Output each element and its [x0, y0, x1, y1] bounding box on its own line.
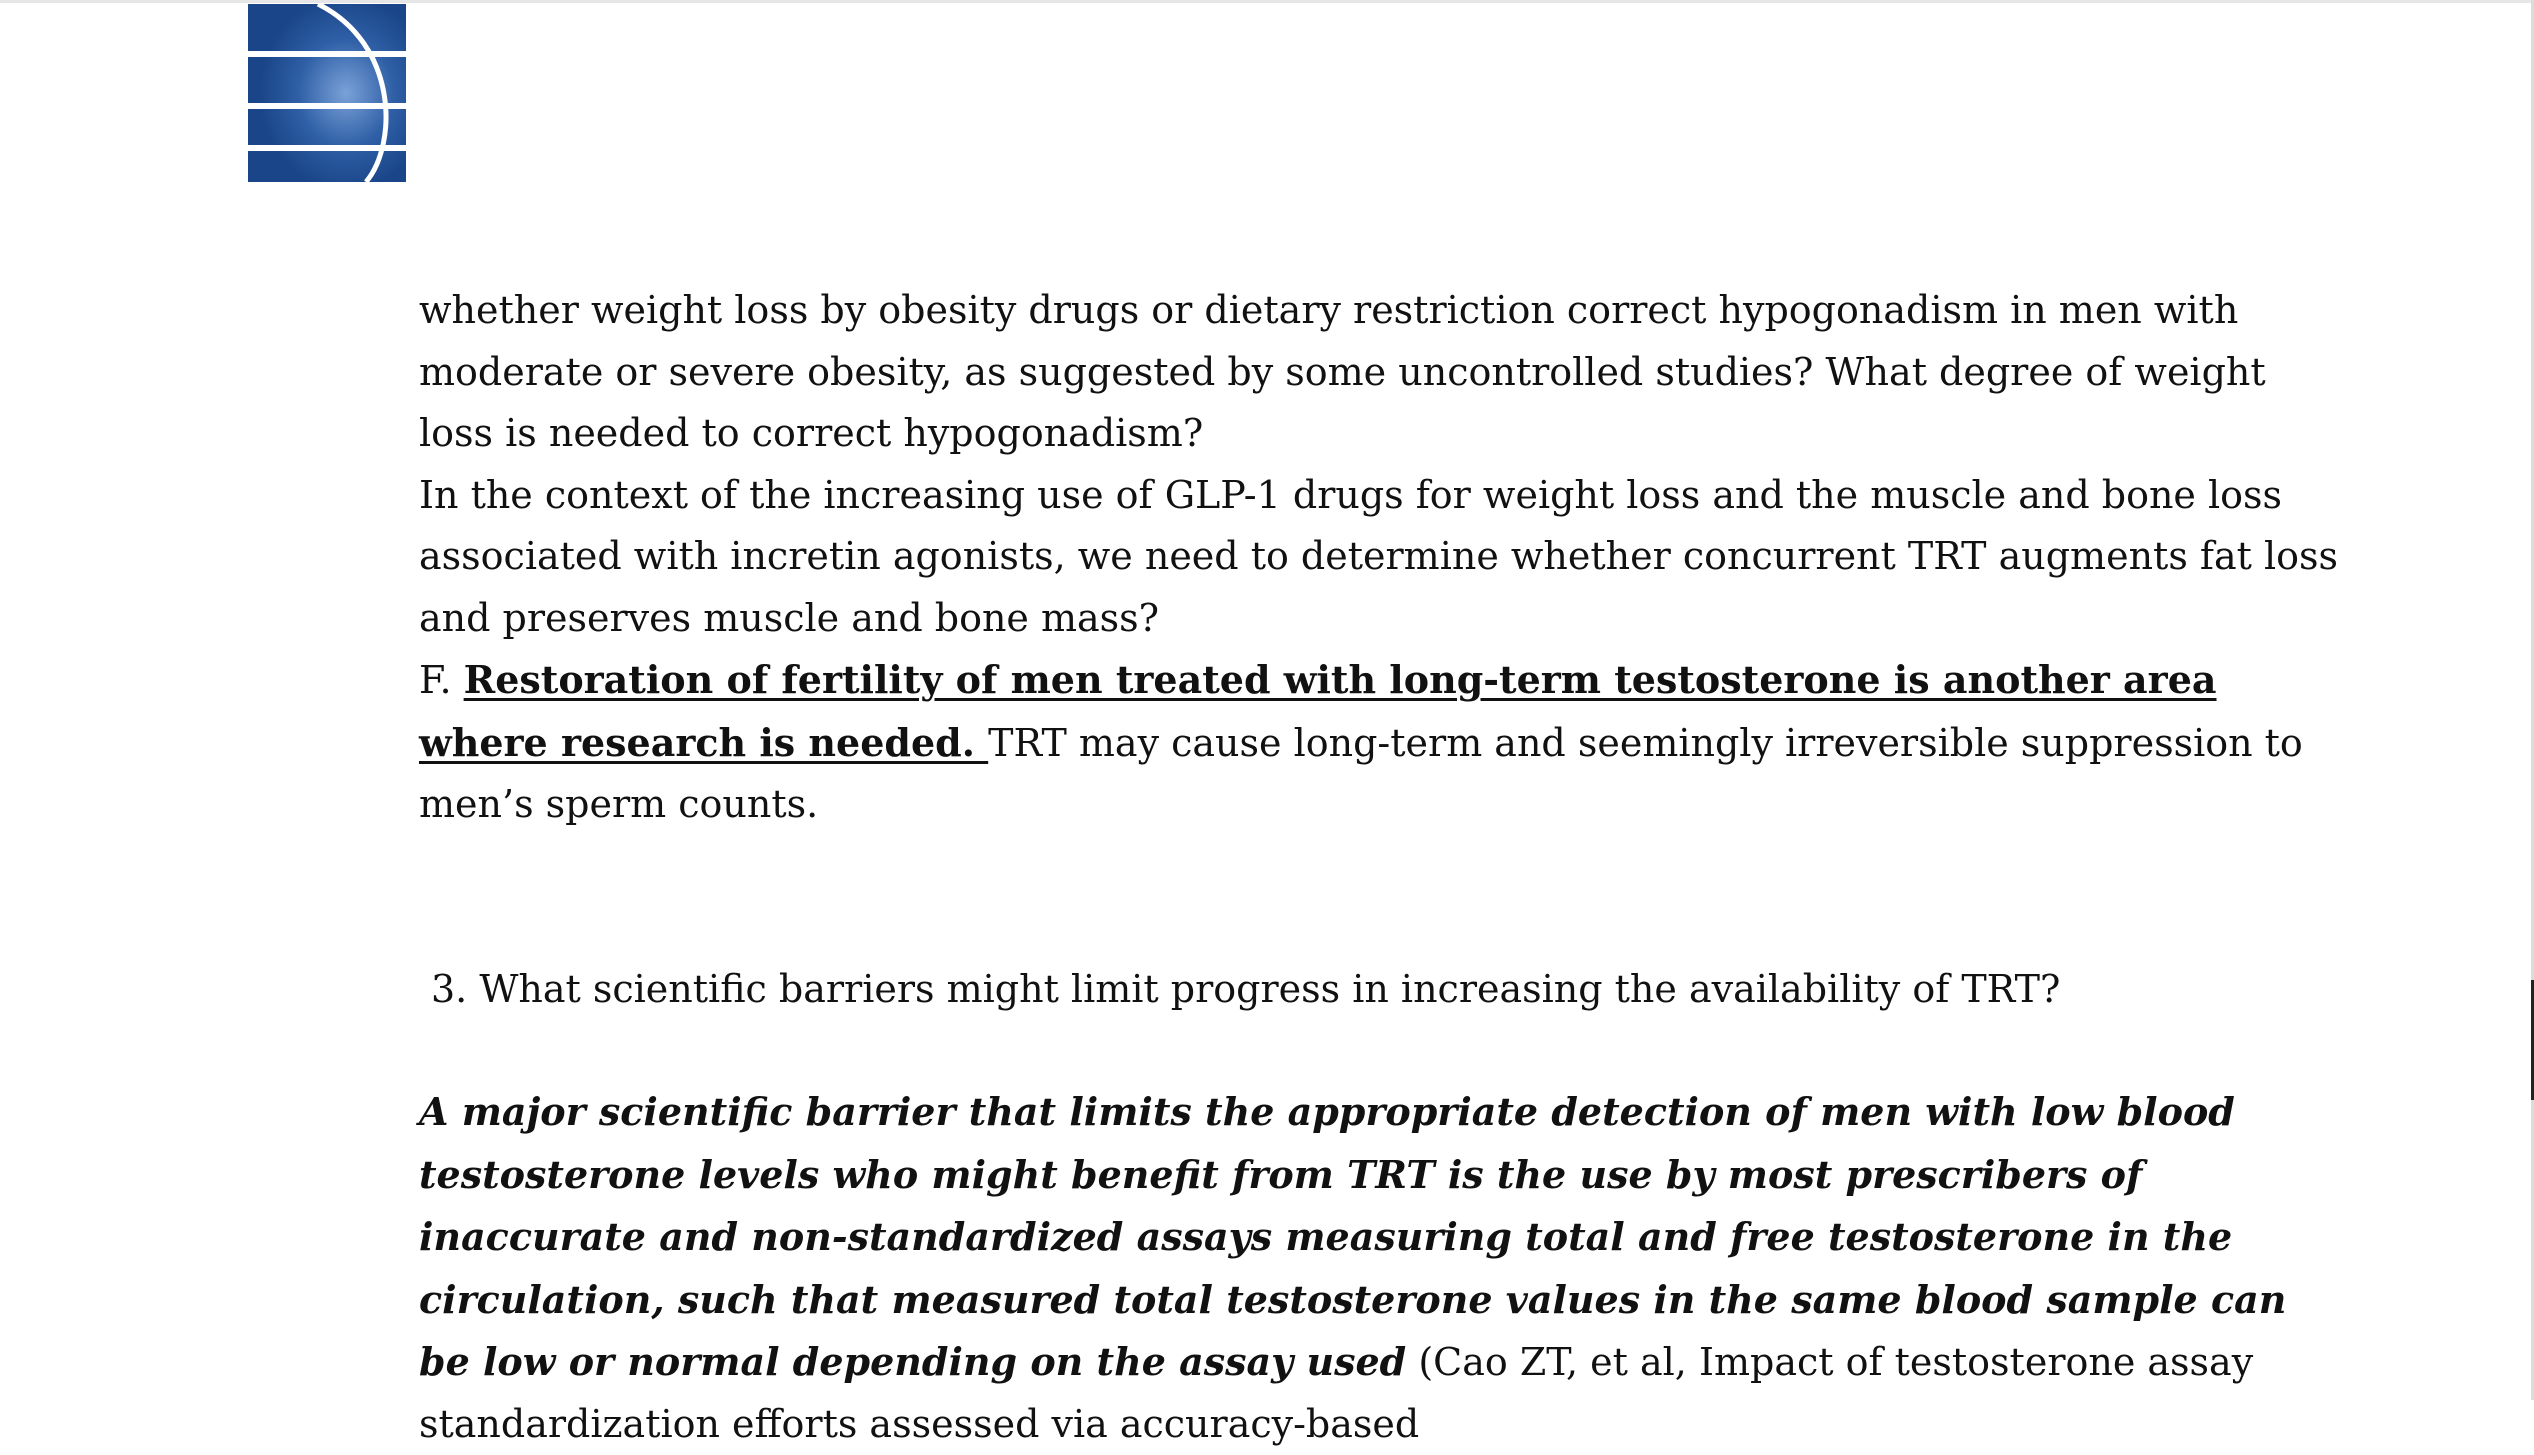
page-top-border: [0, 0, 2534, 3]
paragraph-glp1: In the context of the increasing use of GLP-1 drugs for weight loss and the muscle and bone loss associated with incretin agonists, we need to determine whether concurrent TRT augments fat loss and preserves muscle and bone mass?: [419, 472, 2338, 640]
paragraph-answer: [419, 1081, 2349, 1455]
answer-citation: (Cao ZT, et al, Impact of testosterone assay standardization efforts assessed via accuracy-based: [419, 1340, 2254, 1446]
item-f-emphasis: Restoration of fertility of men treated with long-term testosterone is another area where research is needed.: [419, 657, 2217, 765]
spacer: [419, 836, 2349, 959]
spacer: [419, 1020, 2349, 1081]
answer-emphasis: A major scientific barrier that limits the appropriate detection of men with low blood testosterone levels who might benefit from TRT is the use by most prescribers of inaccurate and non-standardized assays measuring total and free testosterone in the circulation, such that measured total testosterone values in the same blood sample can be low or normal depending on the assay used: [419, 1089, 2287, 1384]
paragraph-item-f: [419, 649, 2349, 836]
item-f-text: TRT may cause long-term and seemingly irreversible suppression to men’s sperm counts.: [419, 720, 2303, 826]
item-f-prefix: F.: [419, 658, 464, 702]
paragraph-weight-loss: whether weight loss by obesity drugs or dietary restriction correct hypogonadism in men with moderate or severe obesity, as suggested by some uncontrolled studies? What degree of weight loss is needed to correct hypogonadism?: [419, 288, 2266, 455]
question-3-heading: 3. What scientific barriers might limit progress in increasing the availability of TRT?: [431, 966, 2061, 1011]
organization-logo: [248, 4, 406, 182]
document-body: [419, 280, 2349, 1455]
